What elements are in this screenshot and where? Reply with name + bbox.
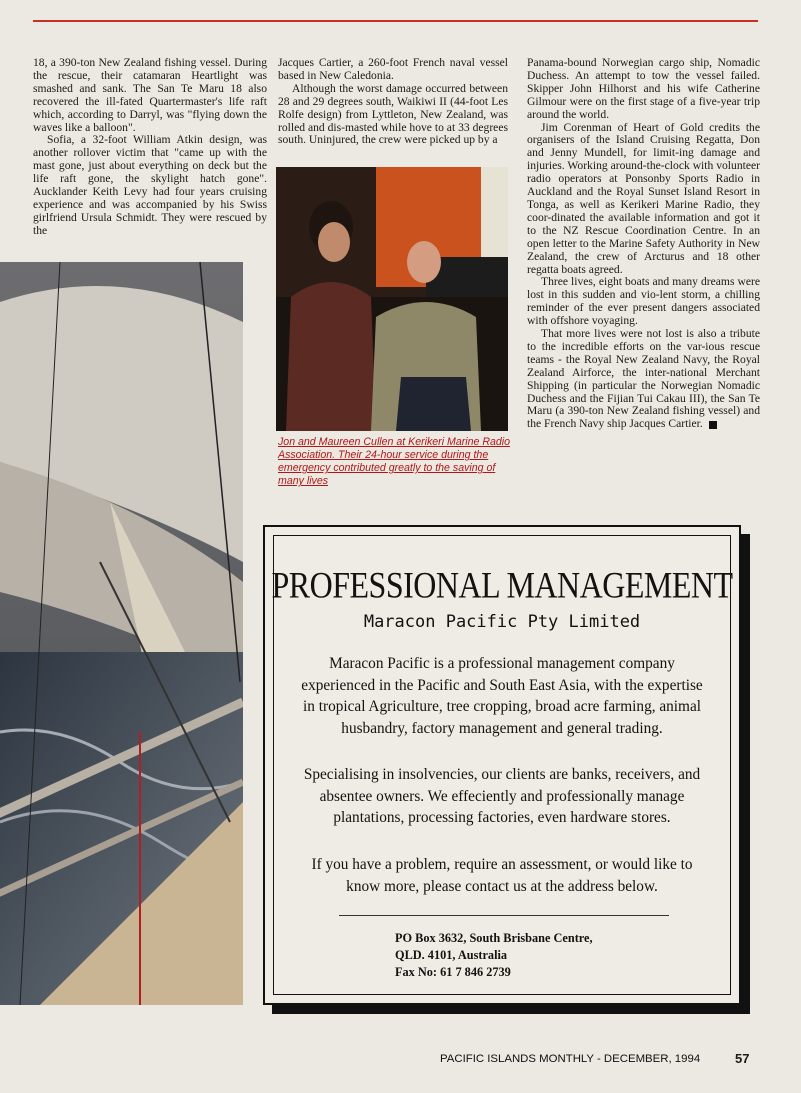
ad-divider bbox=[339, 915, 669, 916]
article-column-2 bbox=[278, 57, 508, 147]
ad-company-name: Maracon Pacific Pty Limited bbox=[363, 612, 641, 632]
paragraph: Three lives, eight boats and many dreams were lost in this sudden and vio-lent storm, a chilling reminder of the ever present dangers associated with offshore voyaging. bbox=[527, 275, 760, 328]
page-number: 57 bbox=[735, 1051, 750, 1066]
paragraph: 18, a 390-ton New Zealand fishing vessel. During the rescue, their catamaran Heartlight was smashed and sank. The San Te Maru 18 also recovered the ill-fated Quartermaster's life raft which, according to Darryl, was "flying down the waves like a balloon". bbox=[33, 56, 267, 134]
top-red-rule bbox=[33, 20, 758, 22]
address-line: Fax No: 61 7 846 2739 bbox=[395, 965, 511, 979]
radio-operators-photo bbox=[276, 167, 508, 431]
sailboat-photo bbox=[0, 262, 243, 1005]
paragraph: Jacques Cartier, a 260-foot French naval vessel based in New Caledonia. bbox=[278, 56, 508, 82]
ad-title: PROFESSIONAL MANAGEMENT bbox=[271, 564, 733, 606]
ad-paragraph: Specialising in insolvencies, our clients are banks, receivers, and absentee owners. We effeciently and professionally manage plantations, processing factories, even hardware stores. bbox=[303, 766, 701, 826]
article-column-3 bbox=[527, 57, 760, 431]
end-of-article-mark bbox=[709, 421, 717, 429]
photo-caption: Jon and Maureen Cullen at Kerikeri Marine Radio Association. Their 24-hour service during the emergency contributed greatly to the saving of many lives bbox=[278, 436, 511, 487]
paragraph: That more lives were not lost is also a tribute to the incredible efforts on the var-ious rescue teams - the Royal New Zealand Navy, the Royal Zealand Airforce, the inter-national Merchant Shipping (in particular the Norwegian Nomadic Duchess and the Fijian Tui Cakau III), the San Te Maru (a 390-ton New Zealand fishing vessel) and the French Navy ship Jacques Cartier. bbox=[527, 327, 760, 431]
address-line: QLD. 4101, Australia bbox=[395, 948, 508, 962]
article-column-1 bbox=[33, 57, 267, 238]
paragraph: Panama-bound Norwegian cargo ship, Nomadic Duchess. An attempt to tow the vessel failed. Skipper John Hilhorst and his wife Catherine Gilmour were on the first stage of a five-year trip around the world. bbox=[527, 56, 760, 121]
paragraph: Sofia, a 32-foot William Atkin design, was another rollover victim that "came up with the mast gone, just about everything on deck but the life raft gone, the skylight hatch gone". Aucklander Keith Levy had four years cruising experience and was accompanied by his Swiss girlfriend Ursula Schmidt. They were rescued by the bbox=[33, 133, 267, 237]
footer-publication: PACIFIC ISLANDS MONTHLY - DECEMBER, 1994 bbox=[440, 1053, 701, 1065]
paragraph: Jim Corenman of Heart of Gold credits the organisers of the Island Cruising Regatta, Don and Jenny Mundell, for limit-ing damage and injuries. Working around-the-clock with volunteer radio operators at Ponsonby Sports Radio in Auckland and the Royal Sunset Island Resort in Tonga, as well as Kerikeri Marine Radio, they coor-dinated the available information and got it to the NZ Rescue Coordination Centre. In an open letter to the Marine Safety Authority in New Zealand, the crew of Arcturus and 18 other regatta boats agreed. bbox=[527, 120, 760, 276]
ad-paragraph: Maracon Pacific is a professional management company experienced in the Pacific and South East Asia, with the expertise in tropical Agriculture, tree cropping, broad acre farming, animal husbandry, factory management and general trading. bbox=[301, 655, 703, 737]
address-line: PO Box 3632, South Brisbane Centre, bbox=[395, 931, 593, 945]
ad-address bbox=[395, 930, 593, 981]
ad-paragraph: If you have a problem, require an assessment, or would like to know more, please contact us at the address below. bbox=[311, 856, 693, 895]
paragraph: Although the worst damage occurred between 28 and 29 degrees south, Waikiwi II (44-foot Les Rolfe design) from Lyttleton, New Zealand, was rolled and dis-masted while hove to at 33 degrees south. Uninjured, the crew were picked up by a bbox=[278, 81, 508, 147]
advertisement-box bbox=[263, 525, 741, 1005]
